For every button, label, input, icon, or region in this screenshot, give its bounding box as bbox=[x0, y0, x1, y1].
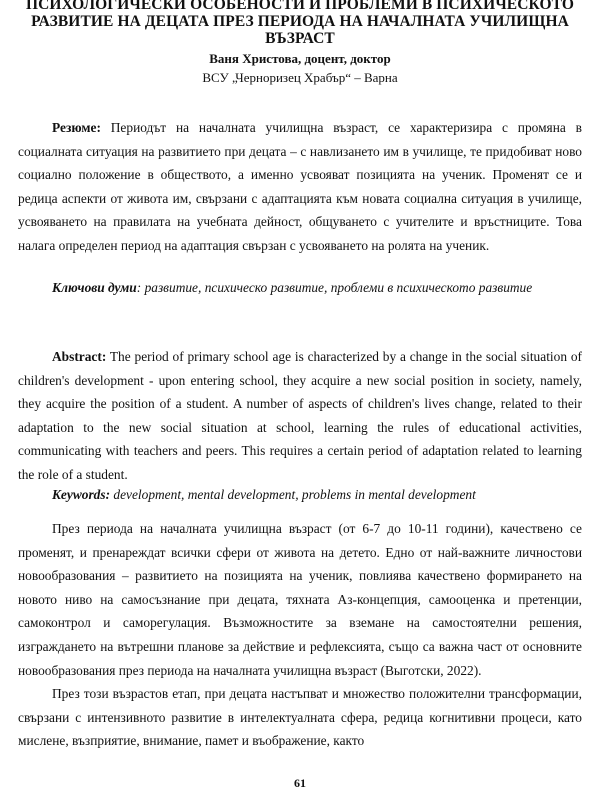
keywords-en-label: Keywords: bbox=[52, 487, 111, 502]
keywords-bg-label: Ключови думи bbox=[52, 280, 137, 295]
page-number: 61 bbox=[294, 776, 306, 790]
resume-paragraph bbox=[18, 116, 582, 258]
affiliation-line: ВСУ „Черноризец Храбър“ – Варна bbox=[202, 70, 398, 85]
abstract-text: The period of primary school age is characterized by a change in the social situation of children's development - upon entering school, they acquire a new social position in society, namely, they acquire the position of a student. A number of aspects of children's lives change, related to their adaptation to the new social situation at school, learning the rules of educational activities, communicating with teachers and peers. This requires a certain period of adaptation related to learning the role of a student. bbox=[18, 349, 582, 482]
keywords-en-text: development, mental development, problems in mental development bbox=[110, 487, 476, 502]
resume-text: Периодът на началната училищна възраст, се характеризира с промяна в социалната ситуация на развитието при децата – с навлизането им в училище, те придобиват ново социално положение в обществото, а именно усвояват позицията на ученик. Променят се и редица аспекти от живота им, свързани с адаптацията към новата социална ситуация в училище, усвояването на правилата на учебната дейност, общуването с учителите и връстниците. Това налага определен период на адаптация свързан с усвояването на ролята на ученик. bbox=[18, 120, 582, 253]
keywords-en-paragraph bbox=[18, 483, 582, 507]
body-paragraph: През периода на началната училищна възраст (от 6-7 до 10-11 години), качествено се променят, и пренареждат всички сфери от живота на детето. Едно от най-важните личностови новообразования – развитието на позицията на ученик, повлиява качествено формирането на новото ниво на самосъзнание при децата, тяхната Аз-концепция, самооценка и претенции, самоконтрол и саморегулация. Възможностите за вземане на самостоятелни решения, изграждането на вътрешни планове за действие и рефлексията, също са важна част от основните новообразования през периода на началната училищна възраст (Выготски, 2022). bbox=[18, 521, 582, 678]
body-paragraph: През този възрастов етап, при децата настъпват и множество положителни трансформации, свързани с интензивното развитие в интелектуалната сфера, редица когнитивни процеси, като мислене, възприятие, внимание, памет и въображение, както bbox=[18, 686, 582, 749]
resume-label: Резюме: bbox=[52, 120, 101, 135]
author-line: Ваня Христова, доцент, доктор bbox=[209, 51, 391, 66]
abstract-paragraph bbox=[18, 345, 582, 487]
keywords-bg-paragraph bbox=[18, 276, 582, 300]
paper-title: ПСИХОЛОГИЧЕСКИ ОСОБЕНОСТИ И ПРОБЛЕМИ В ПСИХИЧЕСКОТО РАЗВИТИЕ НА ДЕЦАТА ПРЕЗ ПЕРИОДА НА НАЧАЛНАТА УЧИЛИЩНА ВЪЗРАСТ bbox=[25, 0, 575, 47]
keywords-bg-text: : развитие, психическо развитие, проблеми в психическото развитие bbox=[136, 280, 533, 295]
abstract-label: Abstract: bbox=[52, 349, 107, 364]
